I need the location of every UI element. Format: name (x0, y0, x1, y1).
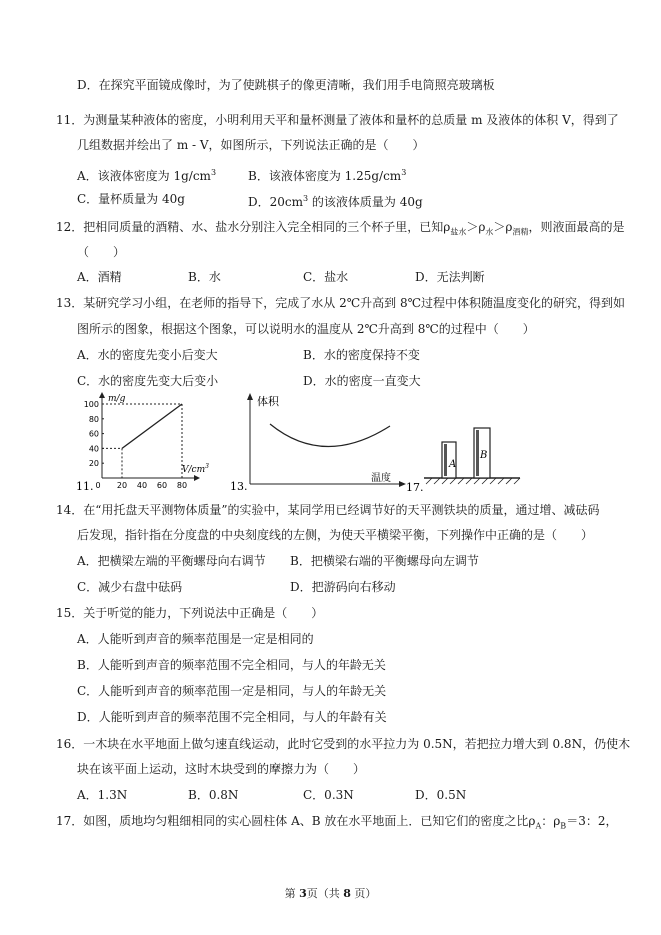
q14-option-a: A．把横梁左端的平衡螺母向右调节 (77, 554, 266, 568)
q14-option-c: C．减少右盘中砝码 (77, 580, 183, 594)
q17-stem-line1: 17．如图，质地均匀粗细相同的实心圆柱体 A、B 放在水平地面上．已知它们的密度之比$\rho_A$：$\rho_B=3$：2， (56, 814, 618, 831)
fig11-xtick-label: 20 (116, 481, 128, 490)
q16-stem-line2: 块在该平面上运动，这时木块受到的摩擦力为（ ） (77, 762, 366, 776)
fig11-label: 11. (76, 480, 94, 493)
q14-option-d: D．把游码向右移动 (290, 580, 396, 594)
fig11-ytick-label: 100 (83, 400, 99, 409)
q12-option-b: B．水 (188, 270, 221, 284)
q13-stem-line1: 13．某研究学习小组，在老师的指导下，完成了水从 2℃升高到 8℃过程中体积随温度变化的研究，得到如 (56, 296, 626, 310)
q15-option-b: B．人能听到声音的频率范围不完全相同，与人的年龄无关 (77, 658, 386, 672)
fig13-xlabel: 温度 (371, 473, 391, 484)
fig13-label: 13. (230, 480, 248, 493)
q13-option-c: C．水的密度先变大后变小 (77, 374, 219, 388)
page-footer: 第 3页（共 8 页） (284, 887, 377, 900)
q11-stem-line2: 几组数据并绘出了 m - V，如图所示，下列说法正确的是（ ） (77, 138, 425, 152)
fig11-ytick-label: 20 (88, 459, 99, 469)
fig11-ytick-label: 40 (88, 444, 99, 454)
fig11-xtick-label: 40 (136, 481, 148, 490)
fig11-data-line (122, 404, 182, 448)
q11-option-d: D．$20cm^3$ 的该液体质量为 40g (248, 194, 423, 209)
q11-stem-line1: 11．为测量某种液体的密度，小明利用天平和量杯测量了液体和量杯的总质量 m 及液体的体积 V，得到了 (56, 113, 619, 127)
q11-option-b: B．该液体密度为 $1.25g/cm^3$ (248, 168, 407, 183)
q12-option-a: A．酒精 (77, 270, 122, 284)
q13-stem-line2: 图所示的图象，根据这个图象，可以说明水的温度从 2℃升高到 8℃的过程中（ ） (77, 322, 535, 336)
q16-option-b: B．0.8N (188, 788, 239, 802)
q12-option-d: D．无法判断 (415, 270, 485, 284)
q14-stem-line1: 14．在“用托盘天平测物体质量”的实验中，某同学用已经调节好的天平测铁块的质量，通过增、减砝码 (56, 503, 600, 517)
q13-option-a: A．水的密度先变小后变大 (77, 348, 218, 362)
fig11-xlabel: $V/cm^3$ (182, 463, 209, 475)
fig17-cylinder-b-shade (476, 430, 479, 476)
fig17-ground-hatch (426, 478, 520, 484)
fig11-guide-20 (102, 448, 122, 478)
q15-option-d: D．人能听到声音的频率范围不完全相同，与人的年龄有关 (77, 710, 387, 724)
q13-option-d: D．水的密度一直变大 (303, 374, 421, 388)
fig13-curve (270, 424, 390, 447)
q12-stem-line1: 12．把相同质量的酒精、水、盐水分别注入完全相同的三个杯子里，已知$\rho_{盐水}>\rho_水>\rho_{酒精}$，则液面最高的是 (56, 220, 625, 237)
q12-stem-line2: （ ） (77, 245, 126, 259)
fig11-ytick-label: 60 (88, 429, 99, 439)
q15-option-c: C．人能听到声音的频率范围一定是相同，与人的年龄无关 (77, 684, 387, 698)
q16-stem-line1: 16．一木块在水平地面上做匀速直线运动，此时它受到的水平拉力为 0.5N，若把拉力增大到 0.8N，仍使木 (56, 737, 631, 751)
fig17-cylinder-a-shade (444, 444, 447, 476)
fig11-xtick-label: 0 (95, 481, 101, 490)
q10-option-d: D．在探究平面镜成像时，为了使跳棋子的像更清晰，我们用手电筒照亮玻璃板 (77, 78, 495, 92)
fig13-volume-temperature-graph (228, 392, 408, 495)
fig11-ytick-label: 80 (88, 414, 99, 424)
fig11-x-arrow (194, 475, 200, 481)
q11-option-c: C．量杯质量为 40g (77, 192, 185, 206)
q16-option-a: A．1.3N (77, 788, 128, 802)
fig11-ylabel: m/g (108, 394, 126, 404)
q15-stem: 15．关于听觉的能力，下列说法中正确是（ ） (56, 606, 324, 620)
fig11-xtick-label: 60 (156, 481, 168, 490)
fig11-y-ticks (84, 400, 104, 468)
fig13-ylabel: 体积 (257, 395, 279, 408)
q13-option-b: B．水的密度保持不变 (303, 348, 420, 362)
q11-option-a: A．该液体密度为 $1g/cm^3$ (77, 168, 217, 183)
fig13-y-arrow (247, 393, 253, 400)
fig11-y-arrow (99, 392, 105, 398)
q14-stem-line2: 后发现，指针指在分度盘的中央刻度线的左侧，为使天平横梁平衡，下列操作中正确的是（ ） (77, 528, 594, 542)
fig17-label-b: B (480, 450, 488, 461)
q16-option-d: D．0.5N (415, 788, 467, 802)
fig11-plot-area (102, 404, 182, 478)
fig11-guide-80 (102, 404, 182, 478)
q16-option-c: C．0.3N (303, 788, 354, 802)
fig11-x-ticks (95, 481, 187, 490)
fig17-label-a: A (449, 459, 457, 470)
fig17-cylinders (404, 392, 524, 495)
q12-option-c: C．盐水 (303, 270, 349, 284)
fig17-label: 17. (406, 481, 424, 494)
q14-option-b: B．把横梁右端的平衡螺母向左调节 (290, 554, 479, 568)
fig11-xtick-label: 80 (176, 481, 188, 490)
fig11-mv-graph (68, 390, 218, 495)
q15-option-a: A．人能听到声音的频率范围是一定是相同的 (77, 632, 314, 646)
